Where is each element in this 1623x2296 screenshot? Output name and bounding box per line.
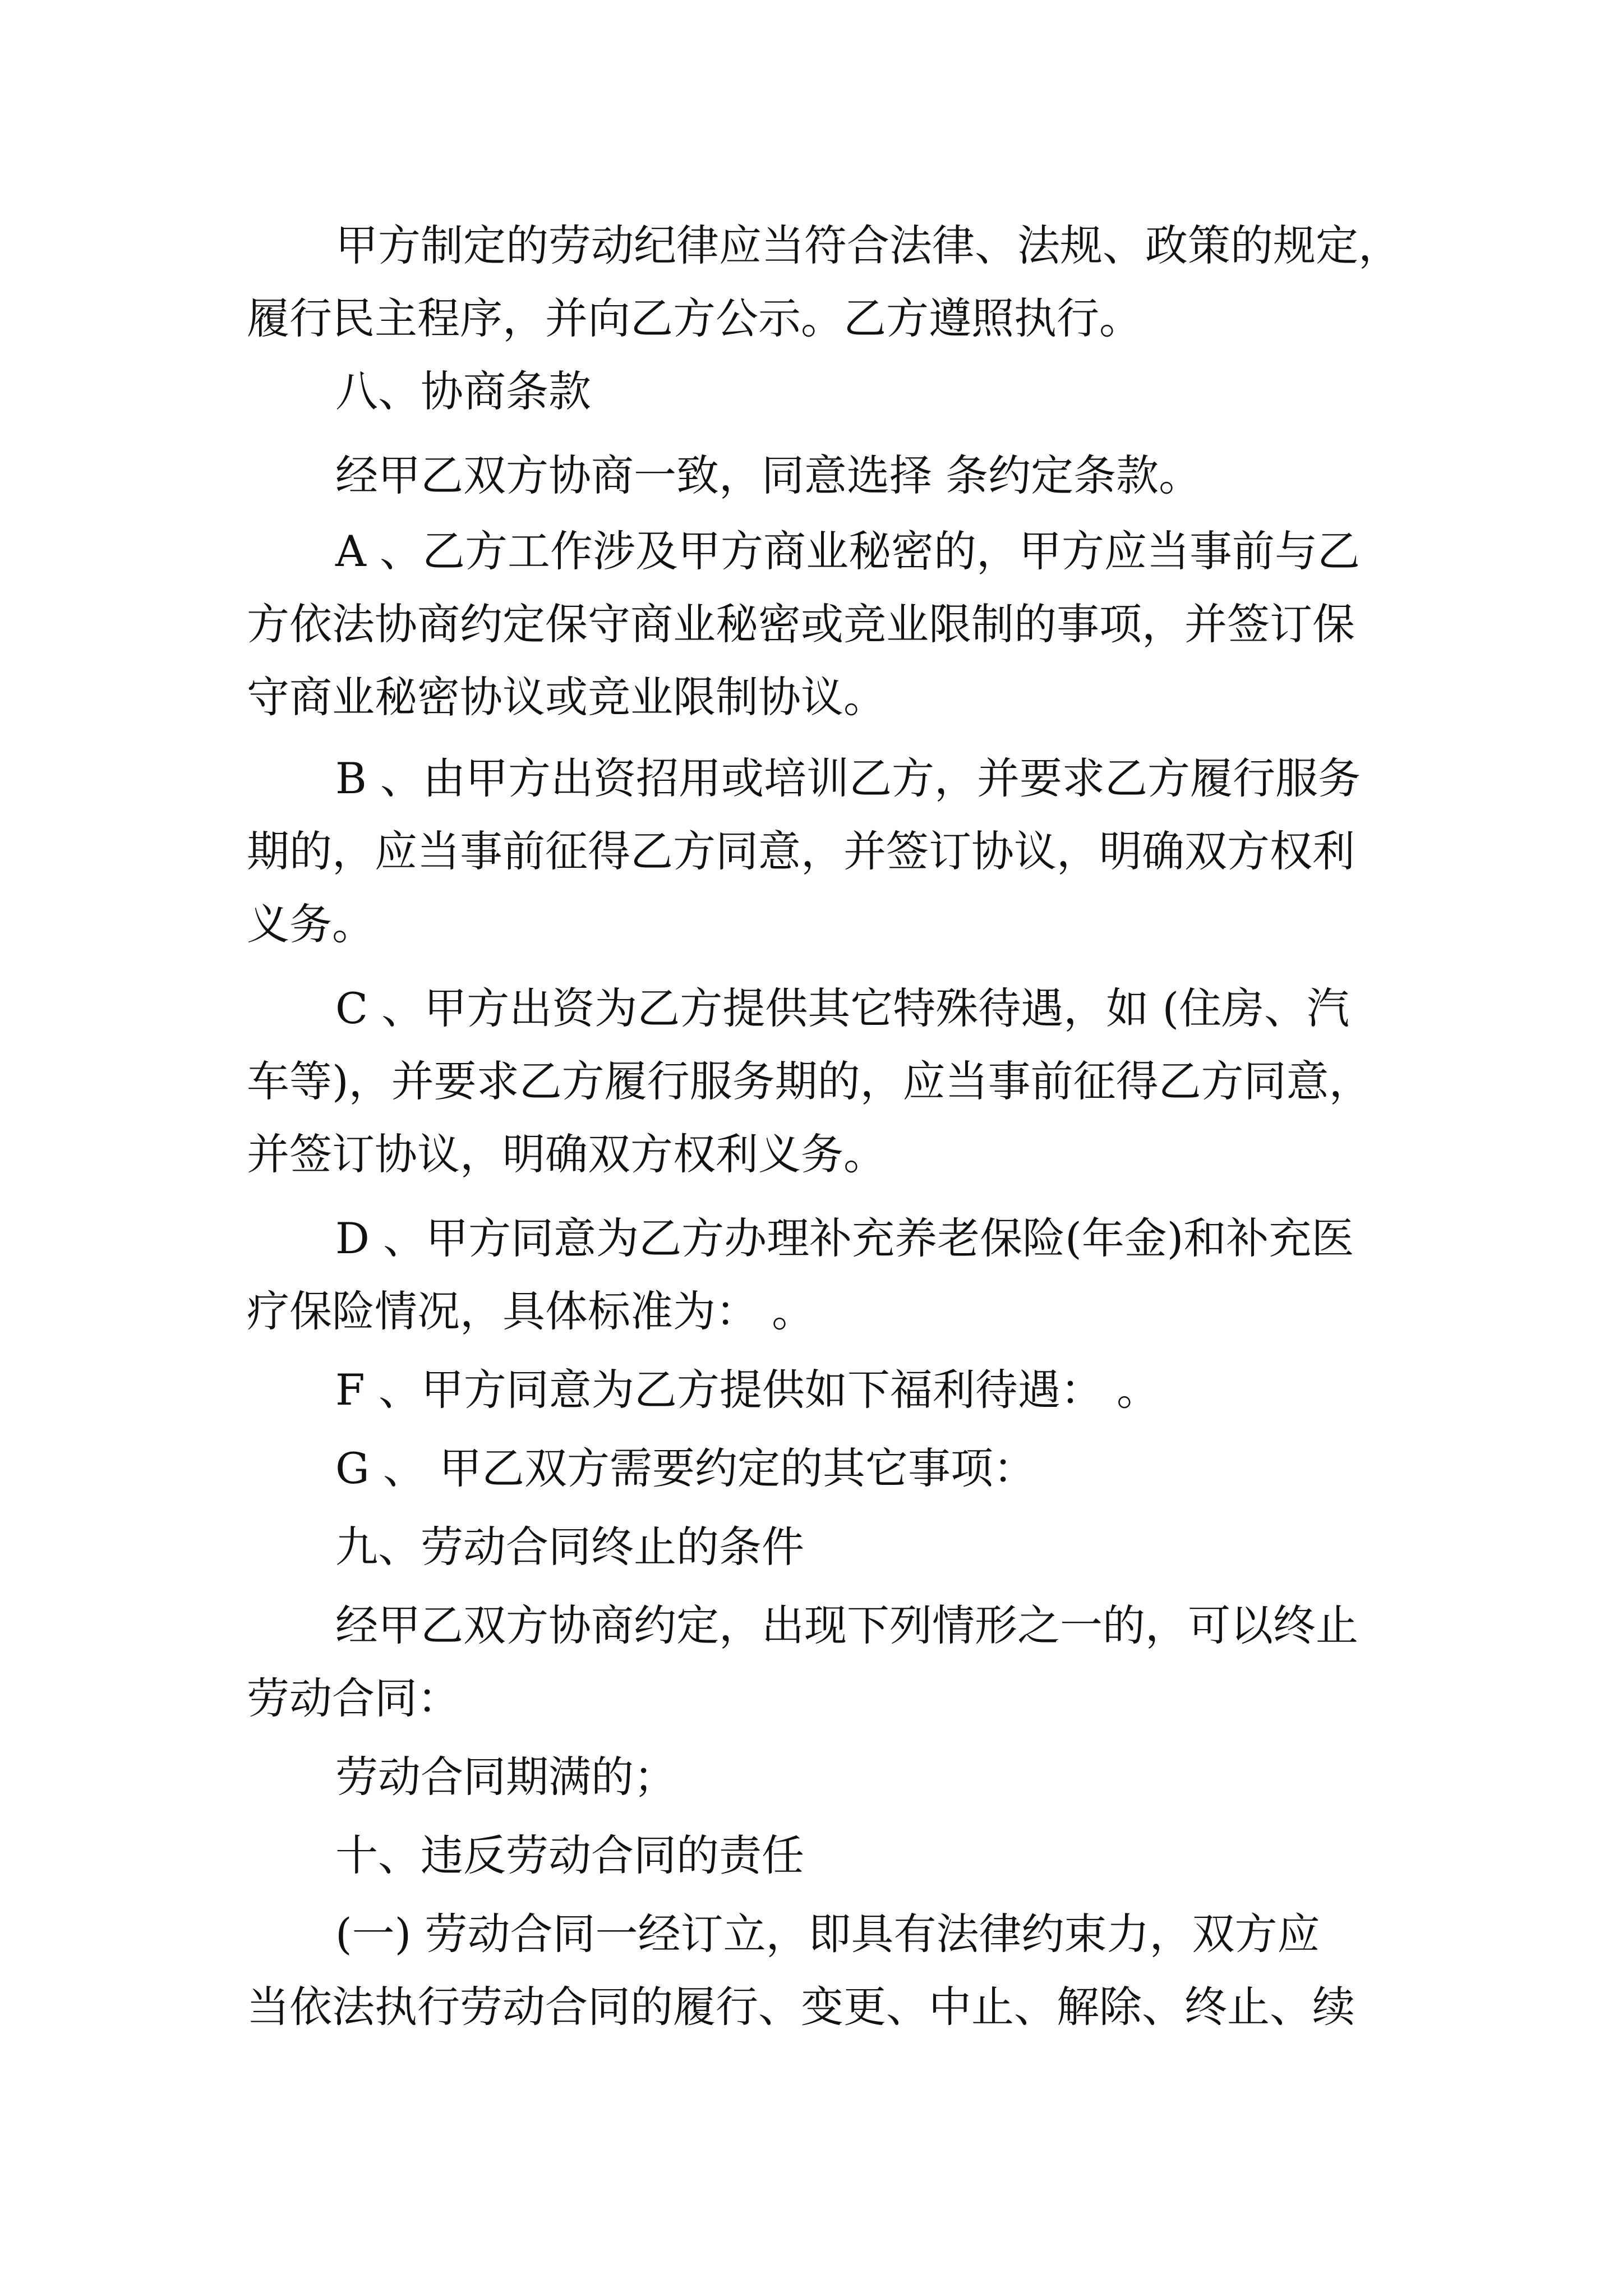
section-heading: 八、协商条款	[335, 366, 591, 416]
clause-g-line: G 、 甲乙双方需要约定的其它事项：	[335, 1443, 1036, 1493]
paragraph-line: 经甲乙双方协商约定，出现下列情形之一的，可以终止	[335, 1600, 1358, 1650]
clause-b-line: 期的，应当事前征得乙方同意，并签订协议，明确双方权利	[247, 826, 1355, 876]
paragraph-line: 甲方制定的劳动纪律应当符合法律、法规、政策的规定，	[335, 220, 1401, 270]
clause-b-line: 义务。	[247, 899, 375, 949]
clause-c-line: C 、甲方出资为乙方提供其它特殊待遇，如 (住房、汽	[335, 983, 1350, 1033]
clause-a-line: 守商业秘密协议或竞业限制协议。	[247, 672, 886, 722]
clause-d-line: 疗保险情况，具体标准为： 。	[247, 1286, 815, 1336]
paragraph-line: 经甲乙双方协商一致，同意选择 条约定条款。	[335, 450, 1202, 500]
section-heading: 九、劳动合同终止的条件	[335, 1522, 804, 1572]
clause-f-line: F 、甲方同意为乙方提供如下福利待遇： 。	[335, 1365, 1160, 1415]
paragraph-line: 劳动合同期满的；	[335, 1752, 676, 1802]
clause-d-line: D 、甲方同意为乙方办理补充养老保险(年金)和补充医	[335, 1213, 1354, 1263]
paragraph-line: 履行民主程序，并向乙方公示。乙方遵照执行。	[247, 293, 1142, 343]
clause-b-line: B 、由甲方出资招用或培训乙方，并要求乙方履行服务	[335, 753, 1361, 803]
clause-a-line: 方依法协商约定保守商业秘密或竞业限制的事项，并签订保	[247, 599, 1355, 649]
clause-a-line: A 、乙方工作涉及甲方商业秘密的，甲方应当事前与乙	[335, 526, 1361, 576]
section-heading: 十、违反劳动合同的责任	[335, 1830, 804, 1880]
paragraph-line: 劳动合同：	[247, 1673, 460, 1723]
clause-c-line: 车等)，并要求乙方履行服务期的，应当事前征得乙方同意，	[247, 1056, 1372, 1106]
clause-c-line: 并签订协议，明确双方权利义务。	[247, 1129, 886, 1179]
paragraph-line: (一) 劳动合同一经订立，即具有法律约束力，双方应	[335, 1909, 1320, 1959]
paragraph-line: 当依法执行劳动合同的履行、变更、中止、解除、终止、续	[247, 1982, 1355, 2032]
